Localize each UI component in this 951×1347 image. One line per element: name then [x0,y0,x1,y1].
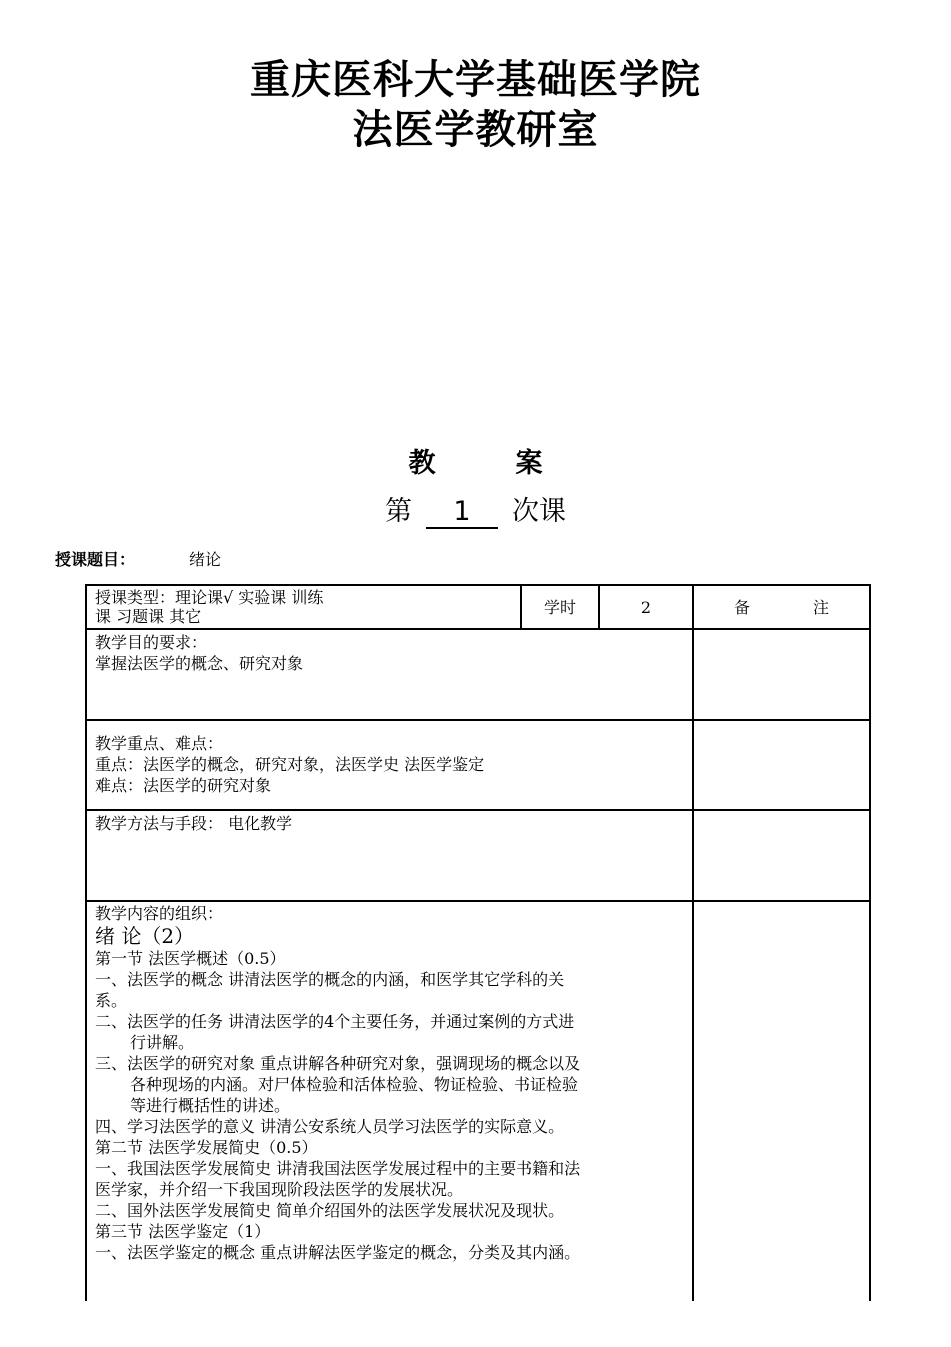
institution-title: 重庆医科大学基础医学院 [250,57,701,103]
key-points-focus: 重点：法医学的概念，研究对象，法医学史 法医学鉴定 [95,755,485,774]
remark-header [693,585,870,629]
course-type-line-1: 授课类型：理论课√ 实验课 训练 [95,588,324,607]
course-type-cell [86,585,521,629]
section-1-point-3: 三、法医学的研究对象 重点讲解各种研究对象，强调现场的概念以及 [95,1054,581,1073]
lesson-number: 1 [426,497,498,529]
department-title: 法医学教研室 [352,107,599,153]
remark-char-2: 注 [812,597,829,617]
lesson-topic [55,549,221,571]
section-1-point-4: 四、学习法医学的意义 讲清公安系统人员学习法医学的实际意义。 [95,1117,565,1136]
section-2-point-1: 一、我国法医学发展简史 讲清我国法医学发展过程中的主要书籍和法 [95,1159,581,1178]
course-type-line-2: 课 习题课 其它 [95,607,202,626]
lesson-plan-title [0,446,951,482]
key-points-heading: 教学重点、难点： [95,734,224,753]
section-1-point-2-cont: 行讲解。 [130,1033,195,1052]
section-3-heading: 第三节 法医学鉴定（1） [95,1222,271,1241]
goals-heading: 教学目的要求： [95,633,208,652]
methods-text: 教学方法与手段： 电化教学 [95,814,293,833]
lesson-number-line [0,493,951,531]
section-1-point-3-cont-2: 等进行概括性的讲述。 [130,1096,291,1115]
teaching-methods-cell [86,810,693,901]
section-3-point-1: 一、法医学鉴定的概念 重点讲解法医学鉴定的概念，分类及其内涵。 [95,1243,581,1262]
content-title: 绪 论（2） [95,924,195,948]
lesson-plan-table [85,584,871,1301]
lesson-suffix: 次课 [512,496,566,527]
section-1-point-2: 二、法医学的任务 讲清法医学的4个主要任务，并通过案例的方式进 [95,1012,575,1031]
goals-text: 掌握法医学的概念、研究对象 [95,654,304,673]
plan-title-char-1: 教 [408,448,436,479]
hours-label: 学时 [521,585,599,629]
remark-cell [693,720,870,810]
lesson-prefix: 第 [385,496,412,527]
remark-cell [693,629,870,720]
section-2-point-2: 二、国外法医学发展简史 简单介绍国外的法医学发展状况及现状。 [95,1201,565,1220]
plan-title-char-2: 案 [515,448,543,479]
hours-value: 2 [599,585,693,629]
key-points-difficulty: 难点：法医学的研究对象 [95,776,272,795]
section-2-heading: 第二节 法医学发展简史（0.5） [95,1138,318,1157]
teaching-content-cell [86,901,693,1301]
key-points-cell [86,720,693,810]
topic-value: 绪论 [189,550,222,569]
section-1-point-1: 一、法医学的概念 讲清法医学的概念的内涵，和医学其它学科的关 [95,970,565,989]
teaching-goals-cell [86,629,693,720]
remark-cell [693,901,870,1301]
section-1-heading: 第一节 法医学概述（0.5） [95,949,286,968]
remark-char-1: 备 [734,597,751,617]
content-heading: 教学内容的组织： [95,904,224,923]
section-2-point-1-cont: 医学家，并介绍一下我国现阶段法医学的发展状况。 [95,1180,464,1199]
topic-label: 授课题目： [55,550,136,569]
section-1-point-1-cont: 系。 [95,991,128,1010]
section-1-point-3-cont: 各种现场的内涵。对尸体检验和活体检验、物证检验、书证检验 [130,1075,579,1094]
remark-cell [693,810,870,901]
